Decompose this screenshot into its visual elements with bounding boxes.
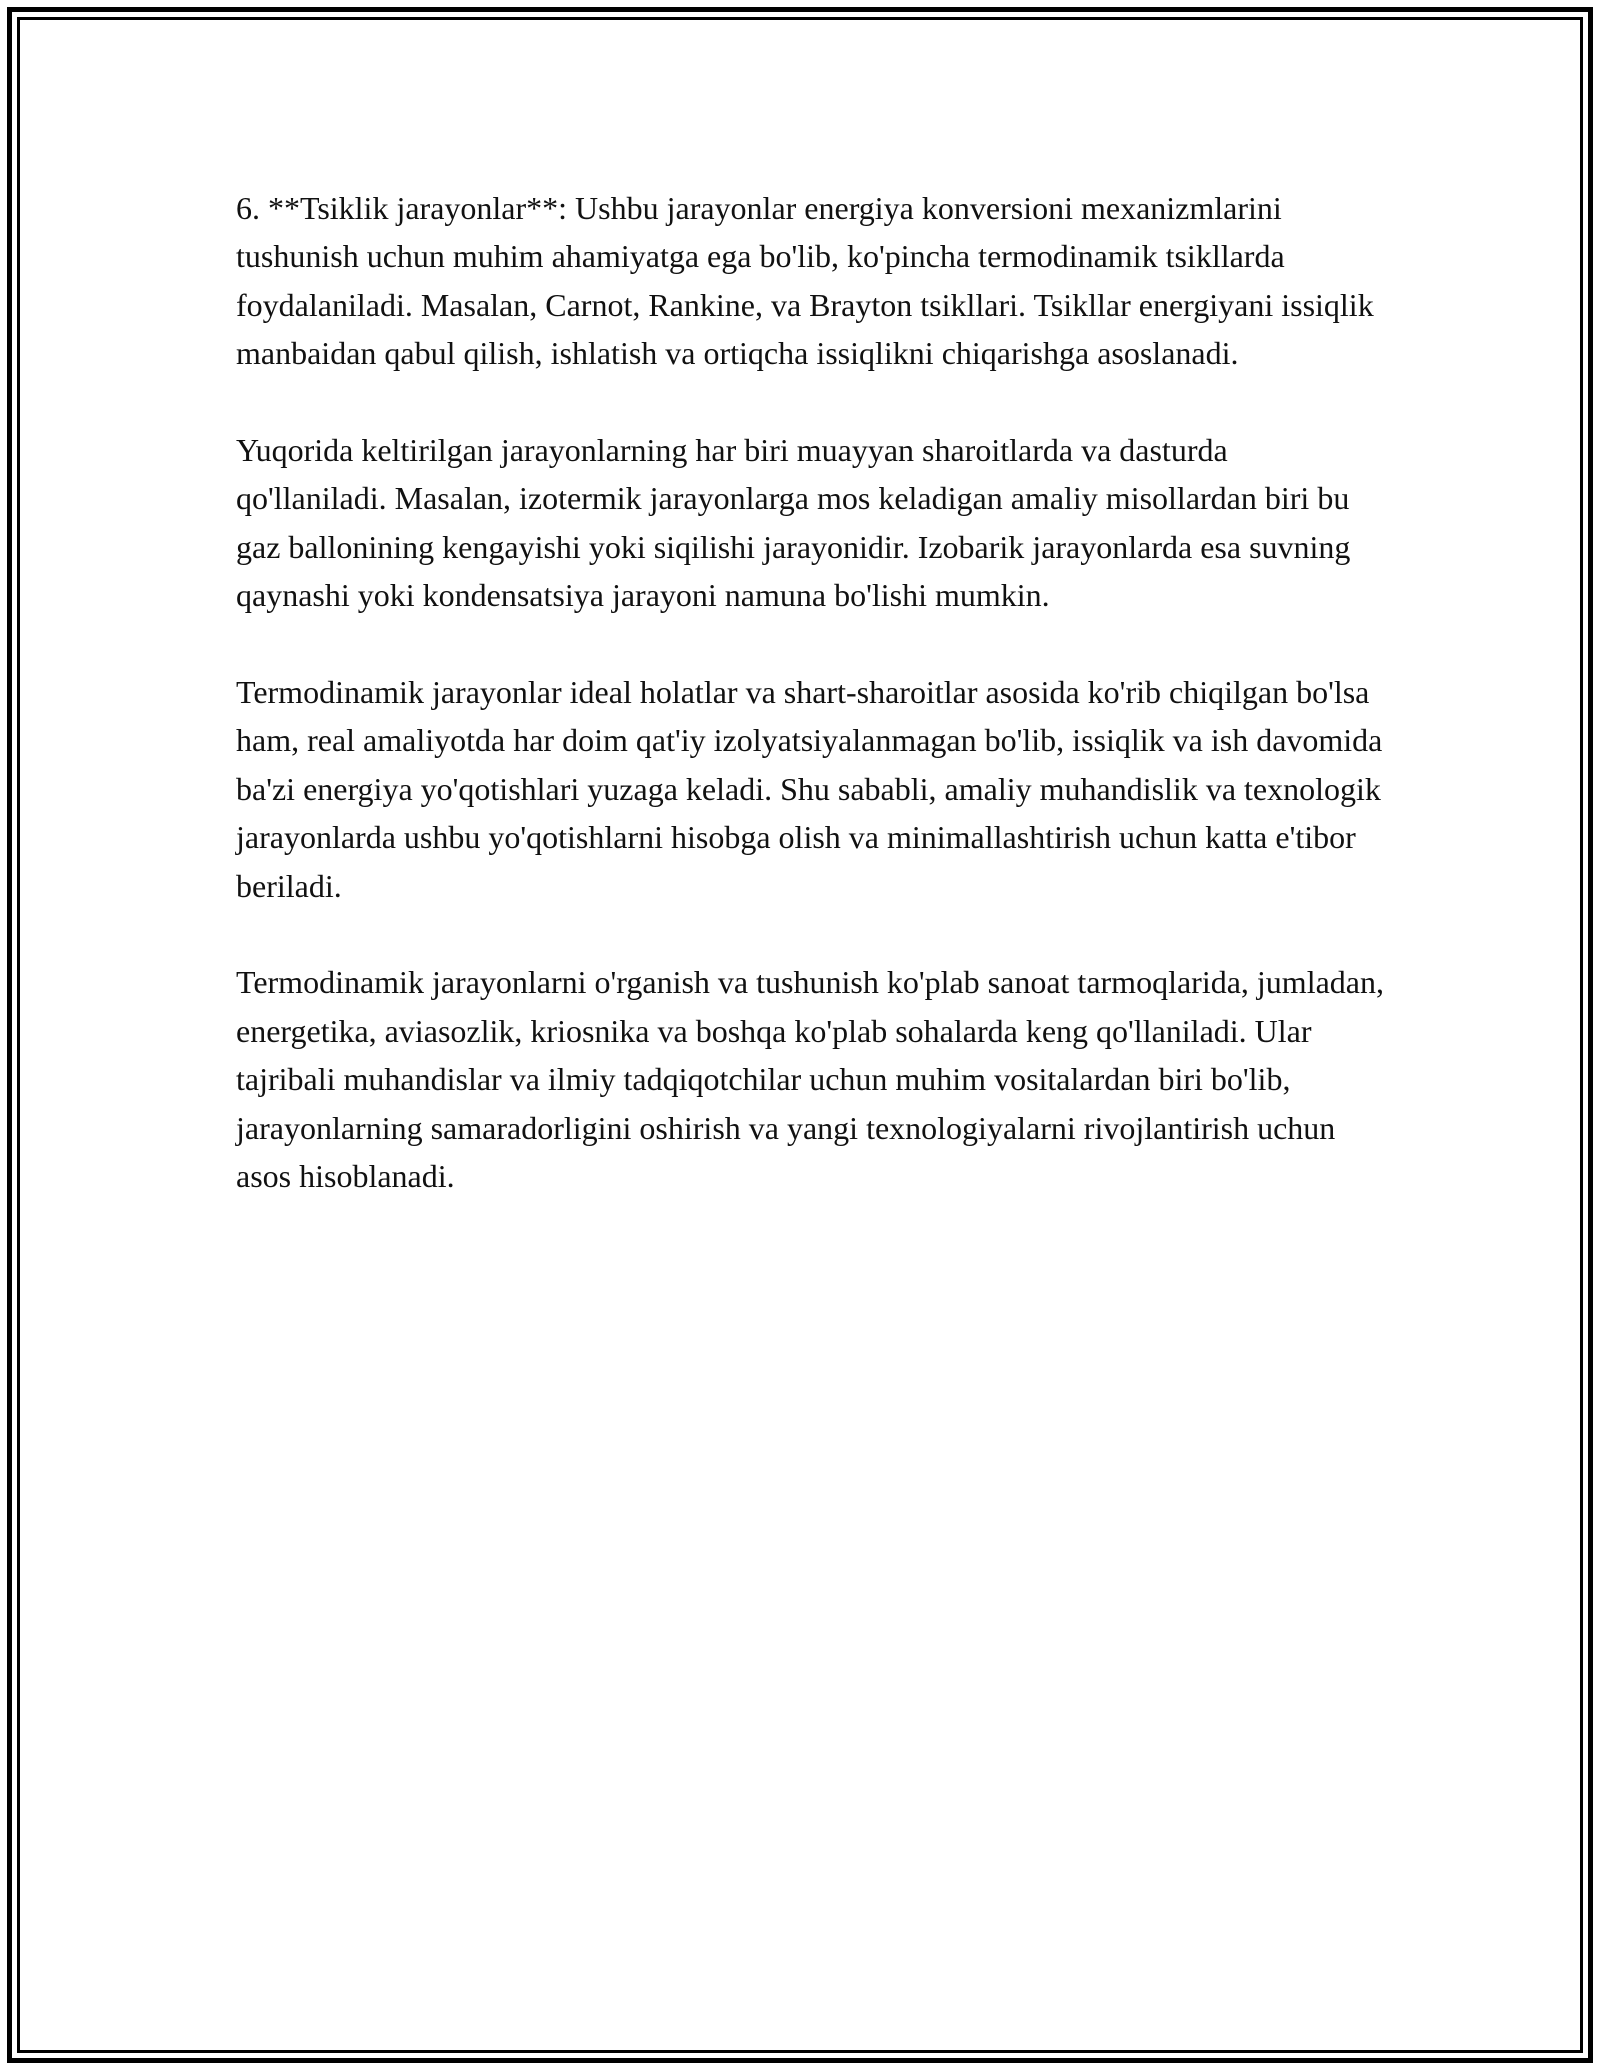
paragraph-sanoat-tarmoqlari: Termodinamik jarayonlarni o'rganish va tushunish ko'plab sanoat tarmoqlarida, jumladan, energetika, aviasozlik, kriosnika va boshqa ko'plab sohalarda keng qo'llaniladi. Ular tajribali muhandislar va ilmiy tadqiqotchilar uchun muhim vositalardan biri bo'lib, jarayonlarning samaradorligini oshirish va yangi texnologiyalarni rivojlantirish uchun asos hisoblanadi. — [236, 964, 1384, 1195]
paragraph-jarayonlar-qollanilishi: Yuqorida keltirilgan jarayonlarning har biri muayyan sharoitlarda va dasturda qo'llaniladi. Masalan, izotermik jarayonlarga mos keladigan amaliy misollardan biri bu gaz ballonining kengayishi yoki siqilishi jarayonidir. Izobarik jarayonlarda esa suvning qaynashi yoki kondensatsiya jarayoni namuna bo'lishi mumkin. — [236, 432, 1351, 614]
paragraph-tsiklik-jarayonlar: 6. **Tsiklik jarayonlar**: Ushbu jarayonlar energiya konversioni mexanizmlarini tushunish uchun muhim ahamiyatga ega bo'lib, ko'pincha termodinamik tsikllarda foydalaniladi. Masalan, Carnot, Rankine, va Brayton tsikllari. Tsikllar energiyani issiqlik manbaidan qabul qilish, ishlatish va ortiqcha issiqlikni chiqarishga asoslanadi. — [236, 190, 1374, 372]
paragraph-real-amaliyot: Termodinamik jarayonlar ideal holatlar va shart-sharoitlar asosida ko'rib chiqilgan bo'lsa ham, real amaliyotda har doim qat'iy izolyatsiyalanmagan bo'lib, issiqlik va ish davomida ba'zi energiya yo'qotishlari yuzaga keladi. Shu sababli, amaliy muhandislik va texnologik jarayonlarda ushbu yo'qotishlarni hisobga olish va minimallashtirish uchun katta e'tibor beriladi. — [236, 674, 1383, 904]
document-body — [236, 184, 1386, 1249]
